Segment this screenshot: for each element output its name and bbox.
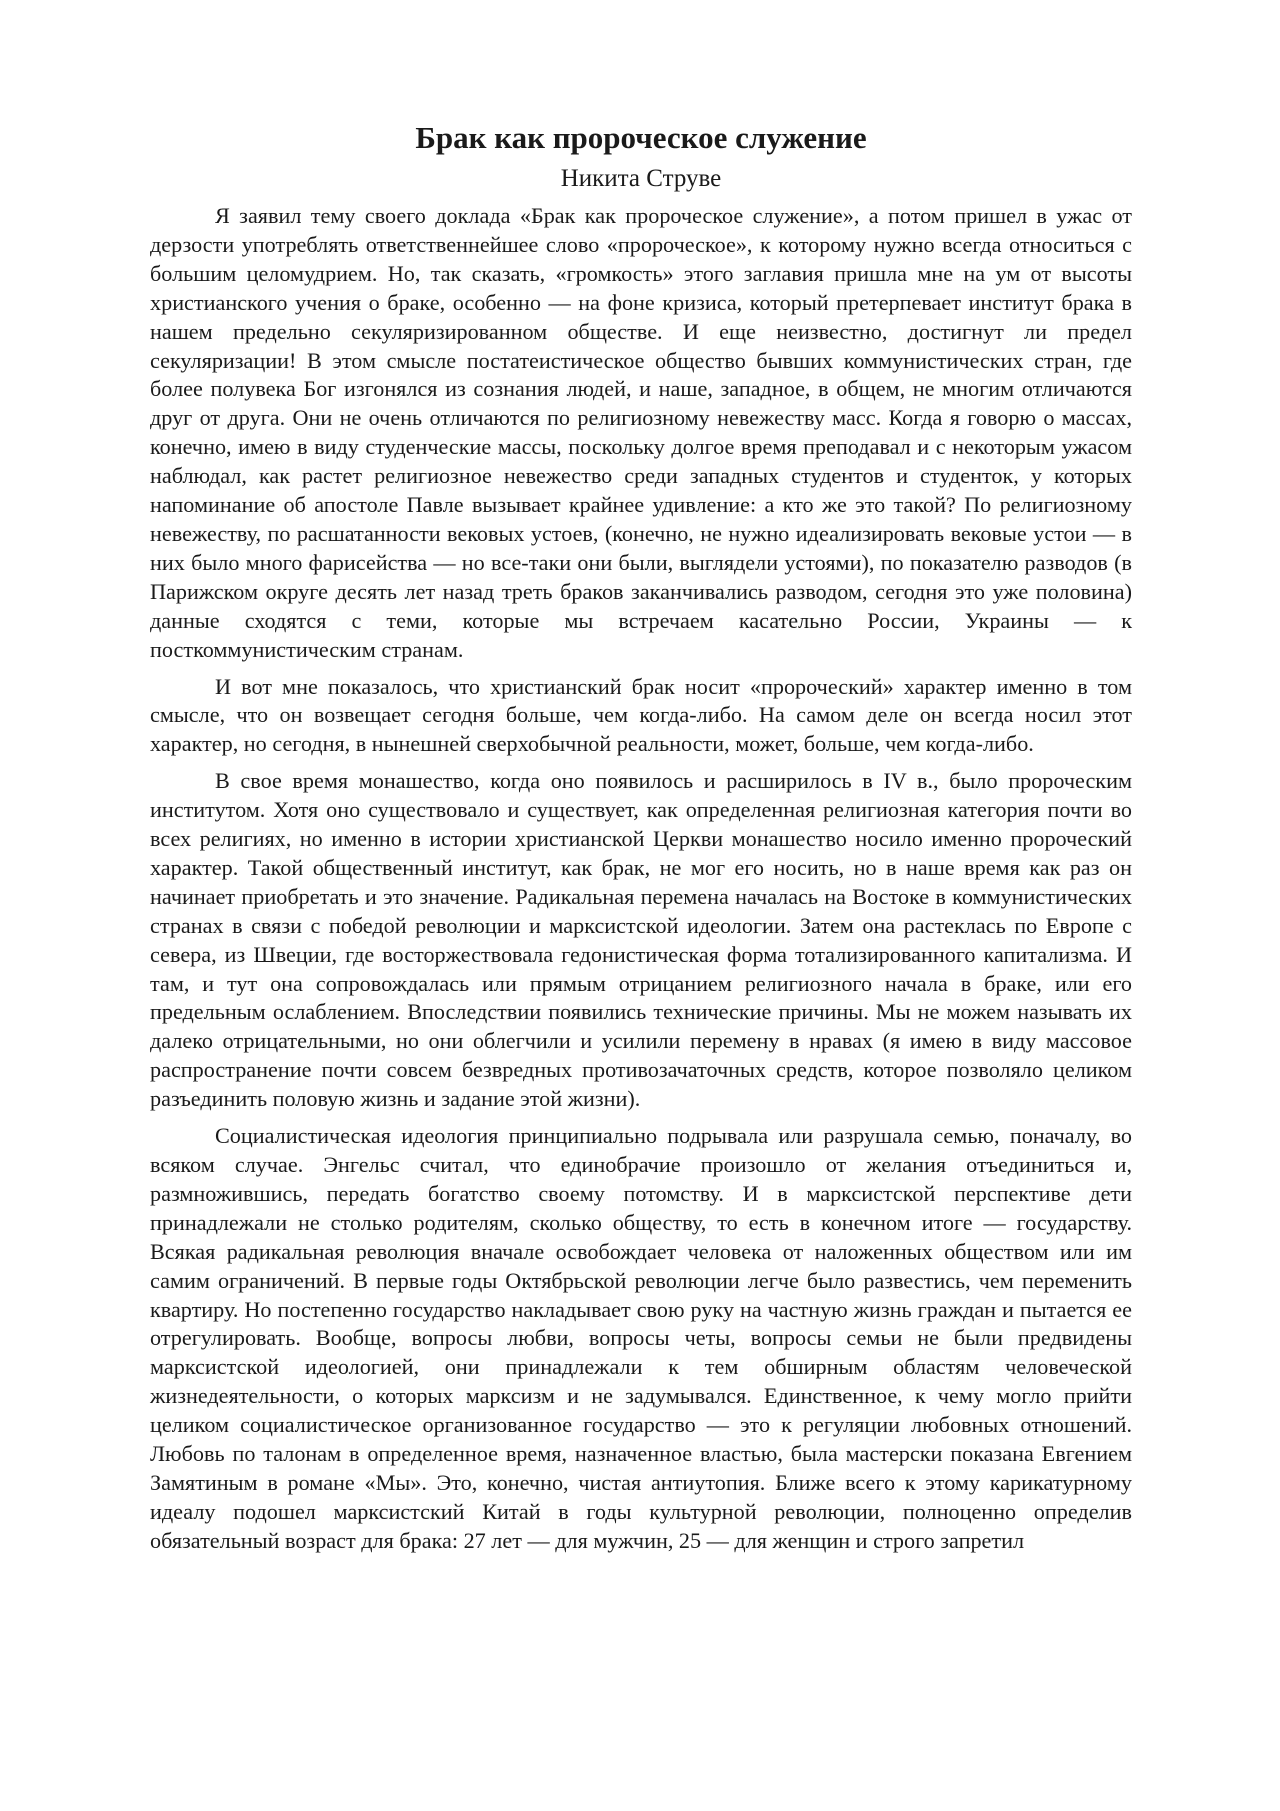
document-page: [150, 118, 1132, 1564]
paragraph-1: Я заявил тему своего доклада «Брак как пророческое служение», а потом пришел в ужас от дерзости употреблять ответственнейшее слово «пророческое», к которому нужно всегда относиться с большим целомудрием. Но, так сказать, «громкость» этого заглавия пришла мне на ум от высоты христианского учения о браке, особенно — на фоне кризиса, который претерпевает институт брака в нашем предельно секуляризированном обществе. И еще неизвестно, достигнут ли предел секуляризации! В этом смысле постатеистическое общество бывших коммунистических стран, где более полувека Бог изгонялся из сознания людей, и наше, западное, в общем, не многим отличаются друг от друга. Они не очень отличаются по религиозному невежеству масс. Когда я говорю о массах, конечно, имею в виду студенческие массы, поскольку долгое время преподавал и с некоторым ужасом наблюдал, как растет религиозное невежество среди западных студентов и студенток, у которых напоминание об апостоле Павле вызывает крайнее удивление: а кто же это такой? По религиозному невежеству, по расшатанности вековых устоев, (конечно, не нужно идеализировать вековые устои — в них было много фарисейства — но все-таки они были, выглядели устоями), по показателю разводов (в Парижском округе десять лет назад треть браков заканчивались разводом, сегодня это уже половина) данные сходятся с теми, которые мы встречаем касательно России, Украины — к посткоммунистическим странам.: [150, 203, 1132, 662]
paragraph-2: И вот мне показалось, что христианский брак носит «пророческий» характер именно в том смысле, что он возвещает сегодня больше, чем когда-либо. На самом деле он всегда носил этот характер, но сегодня, в нынешней сверхобычной реальности, может, больше, чем когда-либо.: [150, 673, 1132, 757]
document-title: Брак как пророческое служение: [415, 120, 867, 155]
paragraph-4: Социалистическая идеология принципиально подрывала или разрушала семью, поначалу, во всяком случае. Энгельс считал, что единобрачие произошло от желания отъединиться и, размножившись, передать богатство своему потомству. И в марксистской перспективе дети принадлежали не столько родителям, сколько обществу, то есть в конечном итоге — государству. Всякая радикальная революция вначале освобождает человека от наложенных обществом или им самим ограничений. В первые годы Октябрьской революции легче было развестись, чем переменить квартиру. Но постепенно государство накладывает свою руку на частную жизнь граждан и пытается ее отрегулировать. Вообще, вопросы любви, вопросы четы, вопросы семьи не были предвидены марксистской идеологией, они принадлежали к тем обширным областям человеческой жизнедеятельности, о которых марксизм и не задумывался. Единственное, к чему могло прийти целиком социалистическое организованное государство — это к регуляции любовных отношений. Любовь по талонам в определенное время, назначенное властью, была мастерски показана Евгением Замятиным в романе «Мы». Это, конечно, чистая антиутопия. Ближе всего к этому карикатурному идеалу подошел марксистский Китай в годы культурной революции, полноценно определив обязательный возраст для брака: 27 лет — для мужчин, 25 — для женщин и строго запретил: [150, 1123, 1132, 1553]
paragraph-3: В свое время монашество, когда оно появилось и расширилось в IV в., было пророческим институтом. Хотя оно существовало и существует, как определенная религиозная категория почти во всех религиях, но именно в истории христианской Церкви монашество носило именно пророческий характер. Такой общественный институт, как брак, не мог его носить, но в наше время как раз он начинает приобретать и это значение. Радикальная перемена началась на Востоке в коммунистических странах в связи с победой революции и марксистской идеологии. Затем она растеклась по Европе с севера, из Швеции, где восторжествовала гедонистическая форма тотализированного капитализма. И там, и тут она сопровождалась или прямым отрицанием религиозного начала в браке, или его предельным ослаблением. Впоследствии появились технические причины. Мы не можем называть их далеко отрицательными, но они облегчили и усилили перемену в нравах (я имею в виду массовое распространение почти совсем безвредных противозачаточных средств, которое позволяло целиком разъединить половую жизнь и задание этой жизни).: [150, 768, 1132, 1112]
document-author: Никита Струве: [560, 165, 722, 192]
